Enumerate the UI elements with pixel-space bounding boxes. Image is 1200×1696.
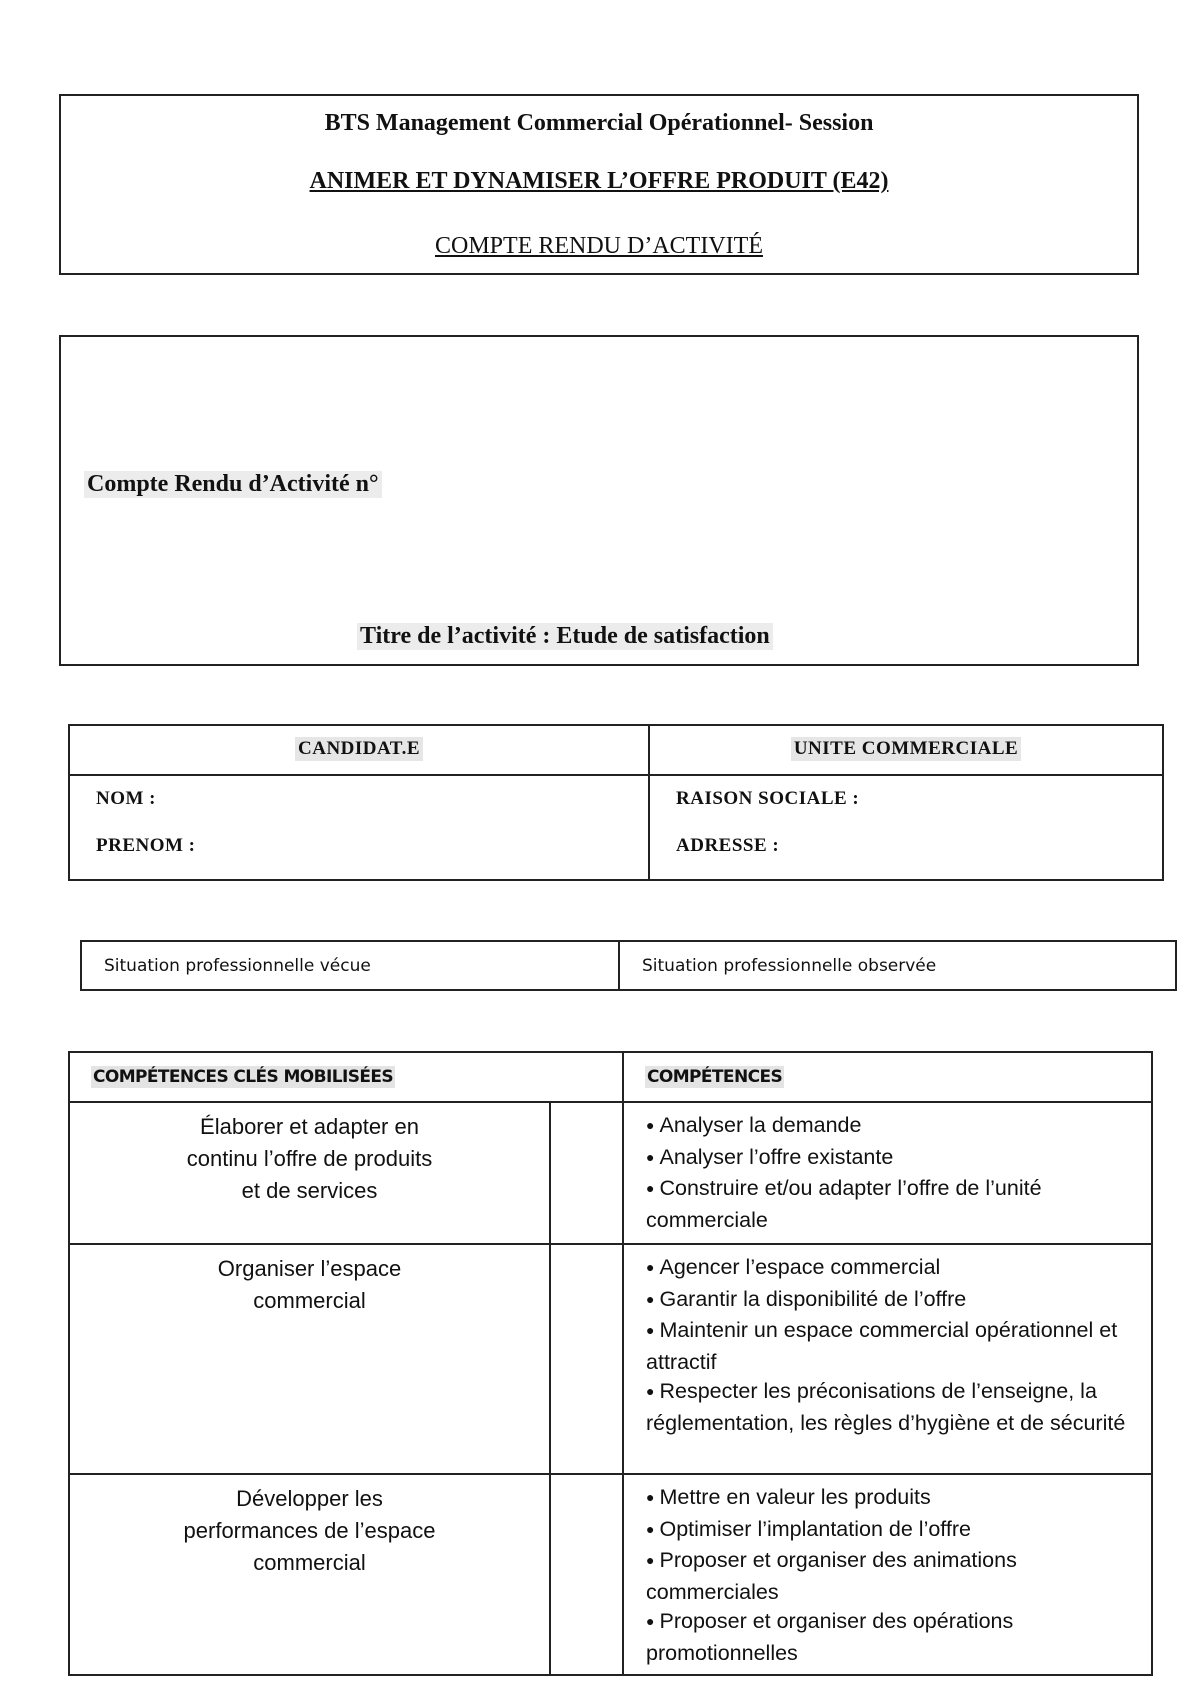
table-row: [69, 1474, 1152, 1675]
table-row: [69, 1102, 1152, 1244]
competence-list-cell: [623, 1474, 1152, 1675]
list-item: ● Proposer et organiser des opérations promotionnelles: [646, 1607, 1151, 1668]
report-type-title: COMPTE RENDU D’ACTIVITÉ: [435, 233, 763, 259]
candidate-header: CANDIDAT.E: [69, 725, 649, 775]
empty-cell: [550, 1474, 623, 1675]
key-competence-cell: Développer les performances de l’espace commercial: [69, 1474, 550, 1675]
list-item: ● Maintenir un espace commercial opérationnel et attractif: [646, 1316, 1151, 1377]
report-number-label: Compte Rendu d’Activité n°: [84, 471, 382, 498]
list-item: ● Garantir la disponibilité de l’offre: [646, 1285, 1151, 1317]
list-item: ● Proposer et organiser des animations commerciales: [646, 1546, 1151, 1607]
commercial-unit-fields-cell: [649, 775, 1163, 880]
key-competences-header: COMPÉTENCES CLÉS MOBILISÉES: [69, 1052, 623, 1102]
nom-field-label: NOM :: [96, 788, 157, 809]
activity-title: Titre de l’activité : Etude de satisfaction: [357, 623, 773, 650]
raison-sociale-field-label: RAISON SOCIALE :: [676, 788, 860, 809]
list-item: ● Mettre en valeur les produits: [646, 1483, 1151, 1515]
situation-table: [80, 940, 1177, 991]
competence-list-cell: [623, 1102, 1152, 1244]
list-item: ● Optimiser l’implantation de l’offre: [646, 1515, 1151, 1547]
key-competence-cell: Organiser l’espace commercial: [69, 1244, 550, 1474]
list-item: ● Analyser l’offre existante: [646, 1143, 1151, 1175]
situation-observee-cell: Situation professionnelle observée: [619, 941, 1176, 990]
table-row: [69, 1244, 1152, 1474]
candidate-fields-cell: [69, 775, 649, 880]
competences-header: COMPÉTENCES: [623, 1052, 1152, 1102]
list-item: ● Construire et/ou adapter l’offre de l’unité commerciale: [646, 1174, 1151, 1235]
competence-list-cell: [623, 1244, 1152, 1474]
empty-cell: [550, 1102, 623, 1244]
situation-vecue-cell: Situation professionnelle vécue: [81, 941, 619, 990]
exam-session-title: BTS Management Commercial Opérationnel- Session: [324, 110, 874, 136]
activity-box: [59, 335, 1139, 666]
document-header-box: [59, 94, 1139, 275]
list-item: ● Agencer l’espace commercial: [646, 1253, 1151, 1285]
prenom-field-label: PRENOM :: [96, 835, 196, 856]
exam-unit-title: ANIMER ET DYNAMISER L’OFFRE PRODUIT (E42): [309, 168, 889, 194]
list-item: ● Respecter les préconisations de l’enseigne, la réglementation, les règles d’hygiène et de sécurité: [646, 1377, 1151, 1438]
list-item: ● Analyser la demande: [646, 1111, 1151, 1143]
adresse-field-label: ADRESSE :: [676, 835, 780, 856]
commercial-unit-header: UNITE COMMERCIALE: [649, 725, 1163, 775]
competences-table: [68, 1051, 1153, 1676]
empty-cell: [550, 1244, 623, 1474]
candidate-info-table: [68, 724, 1164, 881]
key-competence-cell: Élaborer et adapter en continu l’offre de produits et de services: [69, 1102, 550, 1244]
